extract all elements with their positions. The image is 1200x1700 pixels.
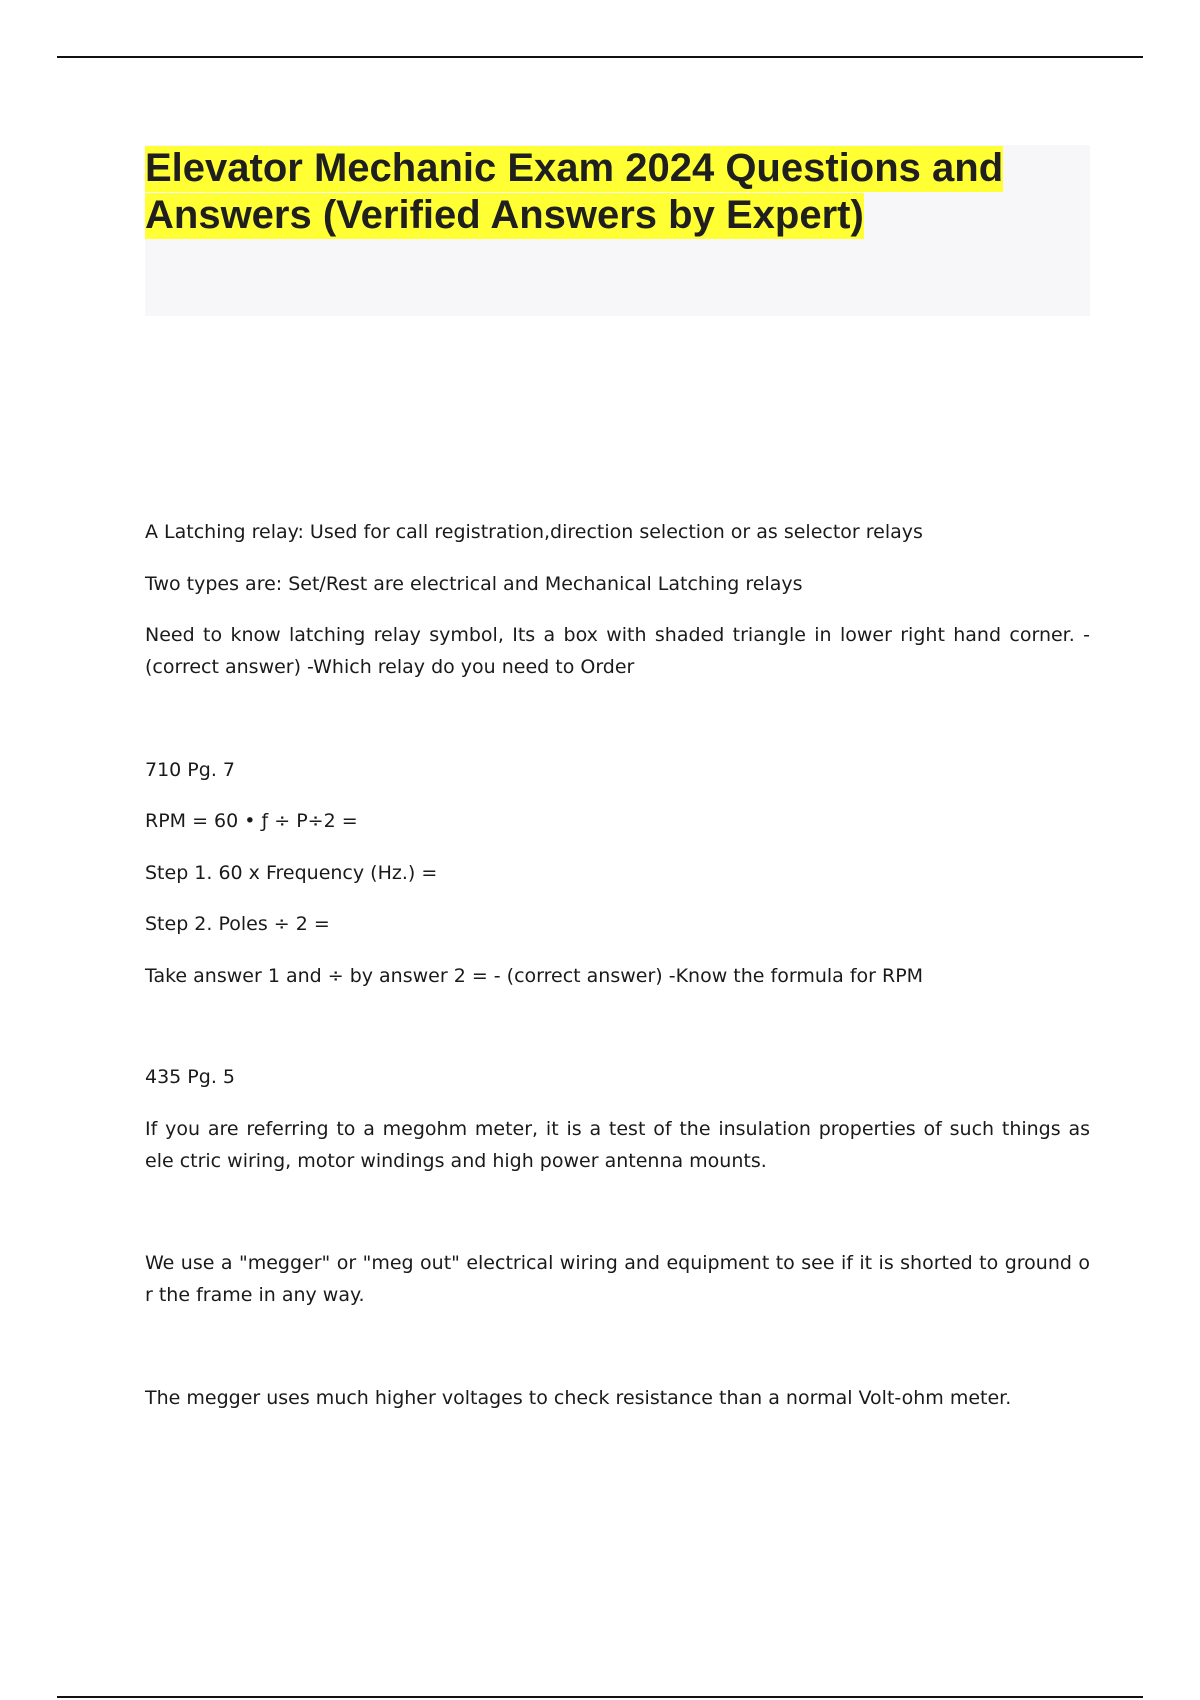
- paragraph-megohm-meter: If you are referring to a megohm meter, it is a test of the insulation properties of such things as ele ctric wiring, motor windings and high power antenna mounts.: [145, 1118, 1090, 1172]
- document-title: [145, 145, 1045, 239]
- paragraph-step-1: Step 1. 60 x Frequency (Hz.) =: [145, 862, 438, 884]
- header-rule: [57, 56, 1143, 58]
- paragraph-ref-435: 435 Pg. 5: [145, 1066, 235, 1088]
- paragraph-two-types: Two types are: Set/Rest are electrical and Mechanical Latching relays: [145, 573, 803, 595]
- paragraph-latching-relay: A Latching relay: Used for call registration,direction selection or as selector relays: [145, 521, 923, 543]
- paragraph-take-answer: Take answer 1 and ÷ by answer 2 = - (correct answer) -Know the formula for RPM: [145, 965, 924, 987]
- footer-rule: [57, 1696, 1143, 1698]
- document-body: [145, 516, 1090, 1414]
- paragraph-megger-voltage: The megger uses much higher voltages to check resistance than a normal Volt-ohm meter.: [145, 1387, 1012, 1409]
- paragraph-ref-710: 710 Pg. 7: [145, 759, 235, 781]
- paragraph-step-2: Step 2. Poles ÷ 2 =: [145, 913, 330, 935]
- title-block: [145, 145, 1090, 316]
- title-highlight: Elevator Mechanic Exam 2024 Questions and Answers (Verified Answers by Expert): [145, 146, 1004, 237]
- paragraph-megger-usage: We use a "megger" or "meg out" electrical wiring and equipment to see if it is shorted to ground o r the frame in any way.: [145, 1252, 1090, 1306]
- paragraph-latching-symbol: Need to know latching relay symbol, Its a box with shaded triangle in lower right hand corner. - (correct answer) -Which relay do you need to Order: [145, 624, 1090, 678]
- paragraph-rpm-formula: RPM = 60 • ƒ ÷ P÷2 =: [145, 810, 358, 832]
